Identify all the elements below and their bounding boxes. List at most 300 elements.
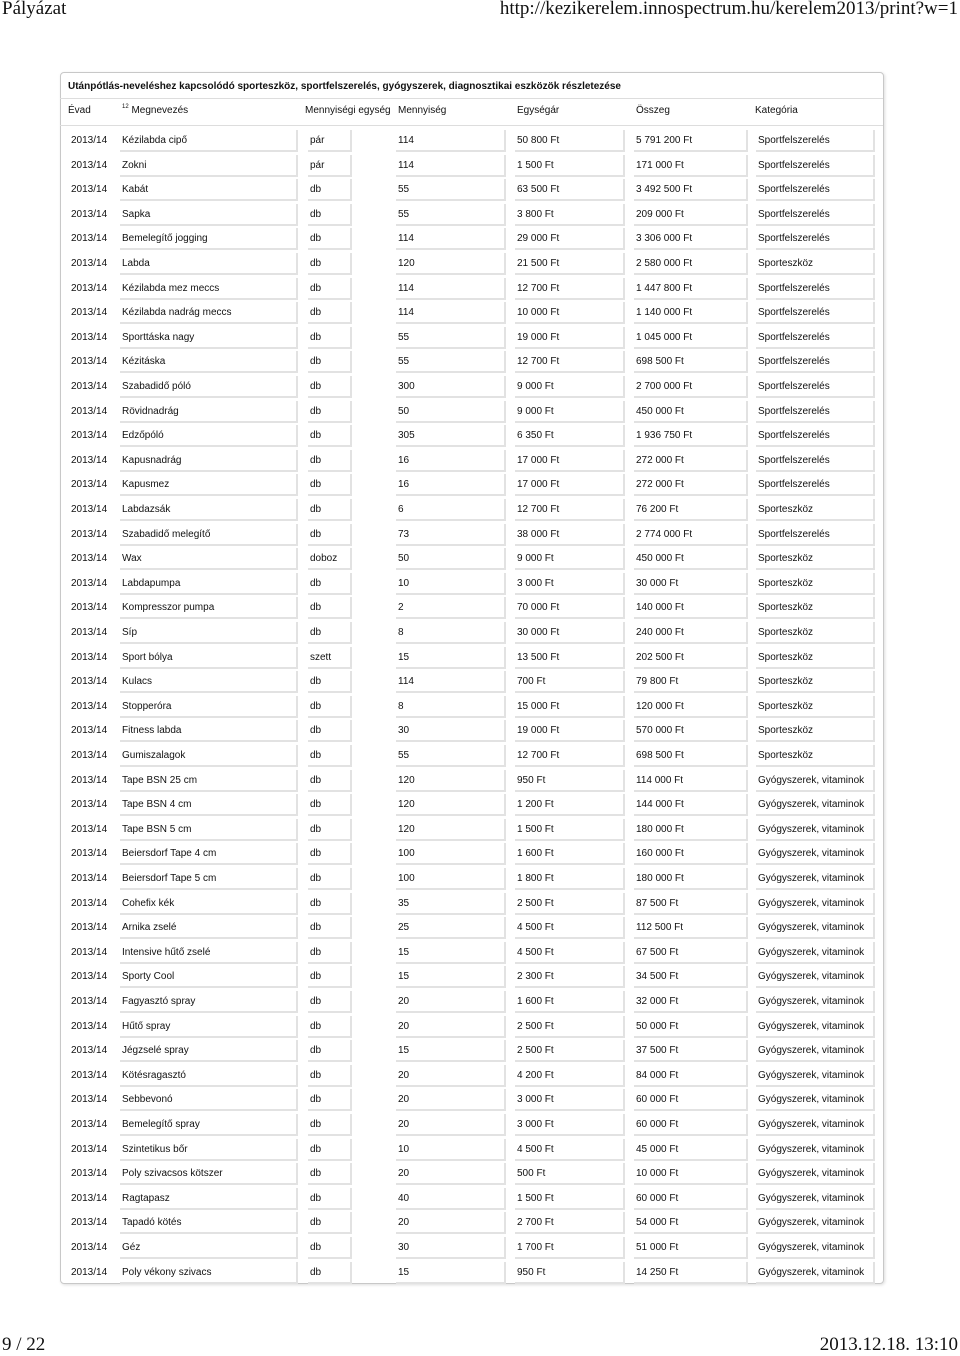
cell-season: 2013/14 bbox=[71, 430, 108, 442]
cell-category: Sportfelszerelés bbox=[758, 331, 830, 343]
cell-unit-price: 3 000 Ft bbox=[517, 577, 554, 589]
cell-category: Gyógyszerek, vitaminok bbox=[758, 1192, 865, 1204]
cell-season: 2013/14 bbox=[71, 258, 108, 269]
cell-quantity-box bbox=[396, 597, 506, 619]
cell-unit: db bbox=[310, 1168, 322, 1180]
cell-quantity-box bbox=[396, 524, 506, 546]
cell-season: 2013/14 bbox=[71, 750, 108, 761]
cell-quantity-box bbox=[396, 499, 506, 521]
cell-quantity: 15 bbox=[398, 1266, 410, 1278]
cell-name: Cohefix kék bbox=[122, 897, 175, 909]
cell-unit-price: 15 000 Ft bbox=[517, 700, 560, 712]
cell-unit-price: 700 Ft bbox=[517, 676, 546, 688]
cell-quantity-box bbox=[396, 1188, 506, 1210]
cell-name: Kézilabda nadrág meccs bbox=[122, 307, 232, 319]
cell-category: Gyógyszerek, vitaminok bbox=[758, 1119, 865, 1130]
cell-category: Sporteszköz bbox=[758, 700, 814, 712]
cell-season: 2013/14 bbox=[71, 1192, 108, 1204]
cell-name: Stopperóra bbox=[122, 700, 172, 712]
table-row bbox=[0, 1064, 960, 1088]
cell-total: 2 700 000 Ft bbox=[636, 381, 693, 392]
cell-category: Gyógyszerek, vitaminok bbox=[758, 897, 865, 909]
col-header-season: Évad bbox=[68, 105, 91, 116]
cell-quantity: 6 bbox=[398, 504, 404, 515]
cell-season: 2013/14 bbox=[71, 848, 108, 860]
cell-quantity-box bbox=[396, 1262, 506, 1284]
cell-season: 2013/14 bbox=[71, 1094, 108, 1106]
cell-season: 2013/14 bbox=[71, 971, 108, 983]
cell-quantity-box bbox=[396, 351, 506, 373]
cell-total: 144 000 Ft bbox=[636, 799, 684, 811]
cell-name: Sebbevonó bbox=[122, 1094, 173, 1106]
cell-category: Sporteszköz bbox=[758, 553, 814, 565]
cell-total: 272 000 Ft bbox=[636, 479, 684, 491]
cell-name: Sapka bbox=[122, 208, 151, 220]
cell-quantity: 55 bbox=[398, 184, 410, 196]
cell-unit: db bbox=[310, 725, 322, 737]
cell-quantity-box bbox=[396, 1114, 506, 1136]
cell-name: Kapusmez bbox=[122, 479, 170, 491]
cell-unit: db bbox=[310, 1192, 322, 1204]
cell-name: Beiersdorf Tape 5 cm bbox=[122, 873, 217, 884]
cell-unit: db bbox=[310, 454, 322, 466]
cell-name: Kézilabda mez meccs bbox=[122, 282, 220, 294]
cell-quantity-box bbox=[396, 1163, 506, 1185]
table-row bbox=[0, 695, 960, 719]
cell-name: Kötésragasztó bbox=[122, 1069, 186, 1081]
cell-unit: db bbox=[310, 1094, 322, 1106]
cell-category: Sportfelszerelés bbox=[758, 405, 830, 417]
cell-unit-price: 1 800 Ft bbox=[517, 873, 554, 884]
cell-name: Tape BSN 25 cm bbox=[122, 774, 198, 786]
cell-unit-price: 19 000 Ft bbox=[517, 331, 560, 343]
cell-name-box bbox=[120, 548, 298, 570]
cell-total: 2 580 000 Ft bbox=[636, 258, 693, 269]
cell-category: Sporteszköz bbox=[758, 258, 814, 269]
cell-name: Bemelegítő jogging bbox=[122, 233, 208, 245]
cell-season: 2013/14 bbox=[71, 282, 108, 294]
cell-quantity: 120 bbox=[398, 823, 415, 835]
cell-category: Sporteszköz bbox=[758, 602, 814, 614]
cell-name: Arnika zselé bbox=[122, 922, 177, 934]
table-row bbox=[0, 523, 960, 547]
print-timestamp: 2013.12.18. 13:10 bbox=[819, 1334, 958, 1355]
col-header-name-label: Megnevezés bbox=[131, 105, 189, 116]
cell-name: Kézitáska bbox=[122, 356, 166, 368]
cell-unit: db bbox=[310, 676, 322, 688]
cell-name: Szabadidő póló bbox=[122, 381, 191, 392]
cell-unit: db bbox=[310, 1242, 322, 1253]
table-row bbox=[0, 744, 960, 768]
table-row bbox=[0, 1187, 960, 1211]
cell-total: 140 000 Ft bbox=[636, 602, 684, 614]
cell-total: 180 000 Ft bbox=[636, 873, 684, 884]
table-row bbox=[0, 154, 960, 178]
table-row bbox=[0, 621, 960, 645]
cell-season: 2013/14 bbox=[71, 1242, 108, 1253]
cell-category: Gyógyszerek, vitaminok bbox=[758, 1069, 865, 1081]
cell-category: Sportfelszerelés bbox=[758, 233, 830, 245]
table-row bbox=[0, 596, 960, 620]
cell-unit: db bbox=[310, 405, 322, 417]
table-row bbox=[0, 1015, 960, 1039]
cell-unit-price: 1 500 Ft bbox=[517, 823, 554, 835]
cell-unit-price: 13 500 Ft bbox=[517, 651, 560, 663]
cell-quantity-box bbox=[396, 573, 506, 595]
cell-unit-price: 950 Ft bbox=[517, 774, 546, 786]
col-header-total: Összeg bbox=[636, 105, 670, 116]
cell-quantity-box bbox=[396, 401, 506, 423]
cell-total: 209 000 Ft bbox=[636, 208, 684, 220]
cell-name: Szabadidő melegítő bbox=[122, 528, 211, 540]
cell-quantity: 305 bbox=[398, 430, 415, 442]
cell-total: 272 000 Ft bbox=[636, 454, 684, 466]
col-header-quantity: Mennyiség bbox=[398, 105, 447, 116]
cell-quantity: 10 bbox=[398, 577, 410, 589]
cell-category: Sportfelszerelés bbox=[758, 282, 830, 294]
cell-unit-price: 1 600 Ft bbox=[517, 996, 554, 1007]
cell-quantity: 55 bbox=[398, 208, 410, 220]
table-row bbox=[0, 400, 960, 424]
cell-total: 450 000 Ft bbox=[636, 553, 684, 565]
cell-unit-price: 12 700 Ft bbox=[517, 504, 560, 515]
cell-season: 2013/14 bbox=[71, 676, 108, 688]
cell-quantity-box bbox=[396, 204, 506, 226]
cell-total: 79 800 Ft bbox=[636, 676, 679, 688]
cell-total: 32 000 Ft bbox=[636, 996, 679, 1007]
cell-unit-price: 10 000 Ft bbox=[517, 307, 560, 319]
table-row bbox=[0, 498, 960, 522]
table-row bbox=[0, 1113, 960, 1137]
cell-quantity: 114 bbox=[398, 676, 414, 688]
cell-name: Edzőpóló bbox=[122, 430, 164, 442]
cell-quantity-box bbox=[396, 179, 506, 201]
cell-season: 2013/14 bbox=[71, 381, 108, 392]
table-row bbox=[0, 277, 960, 301]
table-row bbox=[0, 1211, 960, 1235]
cell-unit: db bbox=[310, 258, 322, 269]
cell-unit-price: 1 700 Ft bbox=[517, 1242, 554, 1253]
table-row bbox=[0, 547, 960, 571]
cell-quantity: 100 bbox=[398, 848, 415, 860]
cell-quantity: 20 bbox=[398, 1094, 410, 1106]
cell-quantity-box bbox=[396, 942, 506, 964]
table-row bbox=[0, 1039, 960, 1063]
cell-total: 1 447 800 Ft bbox=[636, 282, 693, 294]
cell-unit: db bbox=[310, 356, 322, 368]
cell-name: Labda bbox=[122, 258, 150, 269]
cell-category: Gyógyszerek, vitaminok bbox=[758, 922, 865, 934]
table-row bbox=[0, 965, 960, 989]
cell-season: 2013/14 bbox=[71, 307, 108, 319]
cell-quantity-box bbox=[396, 1212, 506, 1234]
cell-unit: db bbox=[310, 700, 322, 712]
cell-category: Sporteszköz bbox=[758, 676, 814, 688]
cell-quantity: 114 bbox=[398, 135, 414, 146]
cell-season: 2013/14 bbox=[71, 1119, 108, 1130]
cell-name: Hűtő spray bbox=[122, 1020, 171, 1032]
table-row bbox=[0, 892, 960, 916]
cell-season: 2013/14 bbox=[71, 1143, 108, 1155]
cell-name: Kabát bbox=[122, 184, 149, 196]
table-row bbox=[0, 1162, 960, 1186]
cell-unit: db bbox=[310, 946, 322, 958]
cell-season: 2013/14 bbox=[71, 799, 108, 811]
cell-unit-price: 1 200 Ft bbox=[517, 799, 554, 811]
cell-unit: db bbox=[310, 971, 322, 983]
cell-season: 2013/14 bbox=[71, 1266, 108, 1278]
cell-total: 60 000 Ft bbox=[636, 1119, 679, 1130]
cell-category: Gyógyszerek, vitaminok bbox=[758, 971, 865, 983]
cell-unit-price: 2 700 Ft bbox=[517, 1217, 554, 1229]
cell-season: 2013/14 bbox=[71, 651, 108, 663]
cell-total: 112 500 Ft bbox=[636, 922, 684, 934]
cell-total: 3 306 000 Ft bbox=[636, 233, 693, 245]
cell-quantity: 16 bbox=[398, 479, 410, 491]
cell-unit-price: 4 500 Ft bbox=[517, 1143, 554, 1155]
cell-quantity: 114 bbox=[398, 159, 414, 171]
cell-category: Sportfelszerelés bbox=[758, 454, 830, 466]
cell-category: Sportfelszerelés bbox=[758, 184, 830, 196]
cell-total: 87 500 Ft bbox=[636, 897, 679, 909]
page-number: 9 / 22 bbox=[2, 1334, 46, 1355]
footnote-marker: 12 bbox=[122, 104, 129, 110]
table-row bbox=[0, 990, 960, 1014]
cell-quantity: 10 bbox=[398, 1143, 410, 1155]
cell-quantity-box bbox=[396, 548, 506, 570]
cell-unit: db bbox=[310, 430, 322, 442]
cell-unit-price: 70 000 Ft bbox=[517, 602, 560, 614]
table-row bbox=[0, 449, 960, 473]
cell-total: 1 936 750 Ft bbox=[636, 430, 693, 442]
table-row bbox=[0, 203, 960, 227]
cell-quantity: 55 bbox=[398, 331, 410, 343]
cell-quantity: 16 bbox=[398, 454, 410, 466]
col-header-unit: Mennyiségi egység bbox=[305, 105, 391, 116]
cell-name: Géz bbox=[122, 1242, 141, 1253]
cell-name: Intensive hűtő zselé bbox=[122, 946, 211, 958]
cell-unit-price: 2 500 Ft bbox=[517, 1020, 554, 1032]
table-row bbox=[0, 1088, 960, 1112]
cell-quantity: 114 bbox=[398, 233, 414, 245]
cell-category: Sportfelszerelés bbox=[758, 307, 830, 319]
cell-unit: db bbox=[310, 1069, 322, 1081]
table-row bbox=[0, 375, 960, 399]
cell-season: 2013/14 bbox=[71, 528, 108, 540]
cell-category: Gyógyszerek, vitaminok bbox=[758, 823, 865, 835]
cell-quantity-box bbox=[396, 1089, 506, 1111]
cell-unit: doboz bbox=[310, 553, 338, 565]
cell-quantity-box bbox=[396, 917, 506, 939]
cell-name: Sporttáska nagy bbox=[122, 331, 195, 343]
cell-category: Sportfelszerelés bbox=[758, 528, 830, 540]
cell-season: 2013/14 bbox=[71, 873, 108, 884]
table-row bbox=[0, 1138, 960, 1162]
cell-name: Labdapumpa bbox=[122, 577, 181, 589]
cell-quantity: 20 bbox=[398, 1069, 410, 1081]
cell-unit: db bbox=[310, 282, 322, 294]
cell-unit: db bbox=[310, 897, 322, 909]
cell-unit: db bbox=[310, 479, 322, 491]
cell-unit-price: 4 500 Ft bbox=[517, 922, 554, 934]
cell-unit: db bbox=[310, 848, 322, 860]
cell-total: 84 000 Ft bbox=[636, 1069, 679, 1081]
cell-name: Tape BSN 4 cm bbox=[122, 799, 192, 811]
cell-quantity-box bbox=[396, 966, 506, 988]
cell-name: Zokni bbox=[122, 159, 147, 171]
cell-season: 2013/14 bbox=[71, 996, 108, 1007]
cell-total: 1 045 000 Ft bbox=[636, 331, 693, 343]
cell-unit-price: 12 700 Ft bbox=[517, 750, 560, 761]
cell-unit-price: 21 500 Ft bbox=[517, 258, 560, 269]
cell-total: 67 500 Ft bbox=[636, 946, 679, 958]
cell-category: Sporteszköz bbox=[758, 504, 814, 515]
cell-total: 50 000 Ft bbox=[636, 1020, 679, 1032]
table-row bbox=[0, 1261, 960, 1285]
cell-total: 5 791 200 Ft bbox=[636, 135, 693, 146]
cell-quantity-box bbox=[396, 696, 506, 718]
cell-name: Rövidnadrág bbox=[122, 405, 179, 417]
cell-unit: db bbox=[310, 528, 322, 540]
cell-category: Gyógyszerek, vitaminok bbox=[758, 996, 865, 1007]
cell-name: Beiersdorf Tape 4 cm bbox=[122, 848, 217, 860]
cell-total: 120 000 Ft bbox=[636, 700, 684, 712]
cell-quantity-box bbox=[396, 720, 506, 742]
cell-quantity-box bbox=[396, 1016, 506, 1038]
print-header-title: Pályázat bbox=[2, 0, 67, 19]
cell-unit-price: 3 000 Ft bbox=[517, 1119, 554, 1130]
cell-category: Gyógyszerek, vitaminok bbox=[758, 1143, 865, 1155]
cell-name: Labdazsák bbox=[122, 504, 171, 515]
cell-unit-price: 1 500 Ft bbox=[517, 159, 554, 171]
cell-quantity: 50 bbox=[398, 553, 410, 565]
cell-quantity-box bbox=[396, 450, 506, 472]
cell-category: Gyógyszerek, vitaminok bbox=[758, 799, 865, 811]
cell-total: 51 000 Ft bbox=[636, 1242, 679, 1253]
cell-quantity: 15 bbox=[398, 1045, 410, 1057]
cell-quantity: 20 bbox=[398, 1119, 410, 1130]
cell-quantity: 25 bbox=[398, 922, 410, 934]
table-row bbox=[0, 572, 960, 596]
cell-total: 14 250 Ft bbox=[636, 1266, 679, 1278]
cell-total: 240 000 Ft bbox=[636, 627, 684, 638]
cell-category: Sportfelszerelés bbox=[758, 479, 830, 491]
cell-total: 160 000 Ft bbox=[636, 848, 684, 860]
cell-total: 60 000 Ft bbox=[636, 1192, 679, 1204]
cell-unit-price: 4 200 Ft bbox=[517, 1069, 554, 1081]
cell-category: Sportfelszerelés bbox=[758, 430, 830, 442]
cell-unit-price: 950 Ft bbox=[517, 1266, 546, 1278]
cell-unit-price: 4 500 Ft bbox=[517, 946, 554, 958]
cell-season: 2013/14 bbox=[71, 135, 108, 146]
cell-name: Tapadó kötés bbox=[122, 1217, 182, 1229]
table-row bbox=[0, 842, 960, 866]
cell-name: Poly vékony szivacs bbox=[122, 1266, 212, 1278]
cell-season: 2013/14 bbox=[71, 1168, 108, 1180]
cell-unit-price: 19 000 Ft bbox=[517, 725, 560, 737]
cell-season: 2013/14 bbox=[71, 1217, 108, 1229]
cell-category: Sportfelszerelés bbox=[758, 135, 830, 146]
cell-name: Szintetikus bőr bbox=[122, 1143, 188, 1155]
cell-unit: db bbox=[310, 1217, 322, 1229]
cell-quantity: 114 bbox=[398, 307, 414, 319]
cell-season: 2013/14 bbox=[71, 577, 108, 589]
cell-unit-price: 17 000 Ft bbox=[517, 454, 560, 466]
cell-season: 2013/14 bbox=[71, 504, 108, 515]
table-row bbox=[0, 867, 960, 891]
cell-unit-price: 12 700 Ft bbox=[517, 282, 560, 294]
cell-season: 2013/14 bbox=[71, 405, 108, 417]
cell-unit-price: 38 000 Ft bbox=[517, 528, 560, 540]
cell-category: Gyógyszerek, vitaminok bbox=[758, 946, 865, 958]
table-row bbox=[0, 646, 960, 670]
cell-category: Gyógyszerek, vitaminok bbox=[758, 873, 865, 884]
cell-total: 10 000 Ft bbox=[636, 1168, 679, 1180]
cell-name: Kézilabda cipő bbox=[122, 135, 188, 146]
cell-season: 2013/14 bbox=[71, 725, 108, 737]
print-header-url: http://kezikerelem.innospectrum.hu/kerelem2013/print?w=1 bbox=[499, 0, 958, 19]
cell-total: 1 140 000 Ft bbox=[636, 307, 693, 319]
cell-quantity: 35 bbox=[398, 897, 410, 909]
cell-quantity: 8 bbox=[398, 627, 404, 638]
cell-name-box bbox=[120, 622, 298, 644]
cell-unit: db bbox=[310, 922, 322, 934]
cell-quantity: 300 bbox=[398, 381, 415, 392]
cell-name: Sporty Cool bbox=[122, 971, 175, 983]
cell-unit-price: 1 500 Ft bbox=[517, 1192, 554, 1204]
cell-name: Sport bólya bbox=[122, 651, 173, 663]
cell-season: 2013/14 bbox=[71, 553, 108, 565]
cell-name: Gumiszalagok bbox=[122, 750, 186, 761]
cell-quantity-box bbox=[396, 1139, 506, 1161]
cell-unit: db bbox=[310, 1020, 322, 1032]
table-row bbox=[0, 818, 960, 842]
cell-quantity: 120 bbox=[398, 774, 415, 786]
cell-unit: db bbox=[310, 750, 322, 761]
cell-category: Sporteszköz bbox=[758, 627, 814, 638]
cell-season: 2013/14 bbox=[71, 897, 108, 909]
cell-quantity-box bbox=[396, 622, 506, 644]
cell-season: 2013/14 bbox=[71, 602, 108, 614]
cell-total: 34 500 Ft bbox=[636, 971, 679, 983]
cell-unit-price: 6 350 Ft bbox=[517, 430, 554, 442]
cell-season: 2013/14 bbox=[71, 774, 108, 786]
table-row bbox=[0, 227, 960, 251]
cell-unit-price: 9 000 Ft bbox=[517, 405, 554, 417]
cell-name: Fitness labda bbox=[122, 725, 182, 737]
cell-name: Tape BSN 5 cm bbox=[122, 823, 192, 835]
cell-quantity: 40 bbox=[398, 1192, 410, 1204]
cell-unit: db bbox=[310, 799, 322, 811]
cell-total: 202 500 Ft bbox=[636, 651, 684, 663]
cell-category: Gyógyszerek, vitaminok bbox=[758, 848, 865, 860]
table-row bbox=[0, 129, 960, 153]
cell-season: 2013/14 bbox=[71, 946, 108, 958]
cell-quantity: 55 bbox=[398, 356, 410, 368]
cell-quantity: 2 bbox=[398, 602, 404, 614]
cell-unit-price: 29 000 Ft bbox=[517, 233, 560, 245]
cell-category: Gyógyszerek, vitaminok bbox=[758, 1094, 865, 1106]
table-row bbox=[0, 326, 960, 350]
cell-unit: db bbox=[310, 577, 322, 589]
cell-category: Sportfelszerelés bbox=[758, 356, 830, 368]
cell-total: 2 774 000 Ft bbox=[636, 528, 693, 540]
cell-unit: db bbox=[310, 627, 322, 638]
cell-quantity: 30 bbox=[398, 1242, 410, 1253]
cell-unit-price: 3 800 Ft bbox=[517, 208, 554, 220]
cell-name: Fagyasztó spray bbox=[122, 996, 196, 1007]
cell-season: 2013/14 bbox=[71, 1045, 108, 1057]
